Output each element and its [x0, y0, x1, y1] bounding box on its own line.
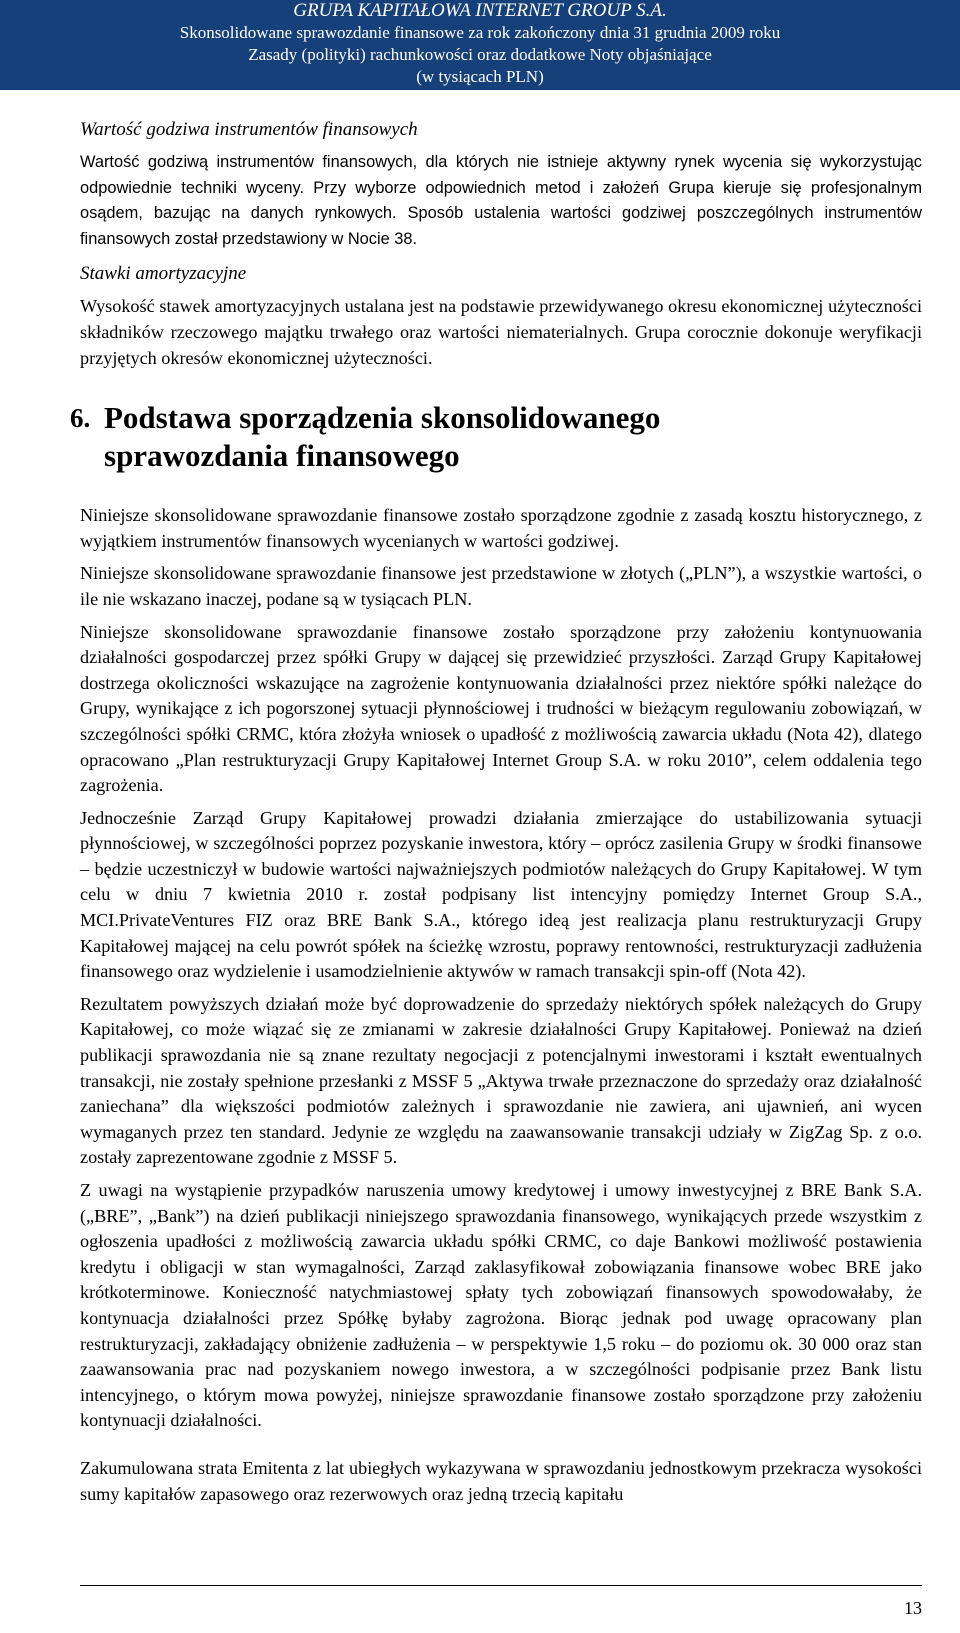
section-title: Podstawa sporządzenia skonsolidowanego sprawozdania finansowego [104, 400, 661, 474]
page-content [70, 118, 922, 1514]
header-unit: (w tysiącach PLN) [416, 67, 544, 86]
fair-value-text: Wartość godziwą instrumentów finansowych, dla których nie istnieje aktywny rynek wycenia się wykorzystując odpowiednie techniki wyceny. Przy wyborze odpowiednich metod i założeń Grupa kieruje się profesjonalnym osądem, bazując na danych rynkowych. Sposób ustalenia wartości godziwej poszczególnych instrumentów finansowych został przedstawiony w Nocie 38. [80, 153, 922, 248]
depreciation-heading: Stawki amortyzacyjne [80, 263, 247, 285]
section-body [80, 503, 922, 1507]
fair-value-heading: Wartość godziwa instrumentów finansowych [80, 119, 418, 140]
paragraph: Z uwagi na wystąpienie przypadków naruszenia umowy kredytowej i umowy inwestycyjnej z BRE Bank S.A. („BRE”, „Bank”) na dzień publikacji niniejszego sprawozdania finansowego, wynikających przede wszystkim z ogłoszenia upadłości z możliwością zawarcia układu spółki CRMC, co daje Bankowi możliwość postawienia kredytu i obligacji w stan wymagalności, Zarząd zaklasyfikował zobowiązania finansowe wobec BRE jako krótkoterminowe. Konieczność natychmiastowej spłaty tych zobowiązań finansowych spowodowałaby, że kontynuacja działalności przez Spółkę byłaby zagrożona. Biorąc jednak pod uwagę opracowany plan restrukturyzacji, zakładający obniżenie zadłużenia – w perspektywie 1,5 roku – do poziomu ok. 30 000 oraz stan zaawansowania prac nad pozyskaniem nowego inwestora, a w szczególności podpisanie przez Bank listu intencyjnego, o którym mowa powyżej, niniejsze sprawozdanie finansowe zostało sporządzone przy założeniu kontynuacji działalności. [80, 1180, 922, 1431]
section-number: 6. [70, 403, 91, 434]
paragraph: Rezultatem powyższych działań może być doprowadzenie do sprzedaży niektórych spółek należących do Grupy Kapitałowej, co może wiązać się ze zmianami w zakresie działalności Grupy Kapitałowej. Ponieważ na dzień publikacji sprawozdania nie są znane rezultaty negocjacji z potencjalnymi inwestorami i kształt ewentualnych transakcji, nie zostały spełnione przesłanki z MSSF 5 „Aktywa trwałe przeznaczone do sprzedaży oraz działalność zaniechana” dla większości podmiotów zależnych i sprawozdanie nie zawiera, ani ujawnień, ani wycen wymaganych przez ten standard. Jedynie ze względu na zaawansowanie transakcji udziały w ZigZag Sp. z o.o. zostały zaprezentowane zgodnie z MSSF 5. [80, 993, 922, 1168]
header-company: GRUPA KAPITAŁOWA INTERNET GROUP S.A. [293, 0, 667, 21]
header-section: Zasady (polityki) rachunkowości oraz dodatkowe Noty objaśniające [248, 45, 712, 64]
depreciation-text: Wysokość stawek amortyzacyjnych ustalana jest na podstawie przewidywanego okresu ekonomicznej użyteczności składników rzeczowego majątku trwałego oraz wartości niematerialnych. Grupa corocznie dokonuje weryfikacji przyjętych okresów ekonomicznej użyteczności. [80, 296, 922, 368]
footer-divider [80, 1585, 922, 1586]
page-header [0, 0, 960, 90]
paragraph: Niniejsze skonsolidowane sprawozdanie finansowe zostało sporządzone przy założeniu kontynuowania działalności gospodarczej przez spółki Grupy w dającej się przewidzieć przyszłości. Zarząd Grupy Kapitałowej dostrzega okoliczności wskazujące na zagrożenie kontynuowania działalności przez niektóre spółki należące do Grupy, wynikające z ich pogorszonej sytuacji płynnościowej i trudności w bieżącym regulowaniu zobowiązań, w szczególności spółki CRMC, która złożyła wniosek o upadłość z możliwością zawarcia układu (Nota 42), dlatego opracowano „Plan restrukturyzacji Grupy Kapitałowej Internet Group S.A. w roku 2010”, celem oddalenia tego zagrożenia. [80, 621, 922, 796]
paragraph: Niniejsze skonsolidowane sprawozdanie finansowe zostało sporządzone zgodnie z zasadą kosztu historycznego, z wyjątkiem instrumentów finansowych wycenianych w wartości godziwej. [80, 505, 922, 551]
paragraph: Zakumulowana strata Emitenta z lat ubiegłych wykazywana w sprawozdaniu jednostkowym przekracza wysokości sumy kapitałów zapasowego oraz rezerwowych oraz jedną trzecią kapitału [80, 1457, 922, 1504]
paragraph: Jednocześnie Zarząd Grupy Kapitałowej prowadzi działania zmierzające do ustabilizowania sytuacji płynnościowej, w szczególności poprzez pozyskanie inwestora, który – oprócz zasilenia Grupy w środki finansowe – będzie uczestniczył w budowie wartości najważniejszych podmiotów należących do Grupy Kapitałowej. W tym celu w dniu 7 kwietnia 2010 r. został podpisany list intencyjny pomiędzy Internet Group S.A., MCI.PrivateVentures FIZ oraz BRE Bank S.A., którego ideą jest realizacja planu restrukturyzacji Grupy Kapitałowej mającej na celu powrót spółek na ścieżkę wzrostu, poprawy rentowności, restrukturyzacji zadłużenia finansowego oraz wydzielenie i usamodzielnienie aktywów w ramach transakcji spin-off (Nota 42). [80, 807, 922, 982]
section-heading [70, 399, 922, 475]
header-report-title: Skonsolidowane sprawozdanie finansowe za rok zakończony dnia 31 grudnia 2009 roku [179, 23, 781, 42]
page-number: 13 [904, 1598, 922, 1618]
paragraph: Niniejsze skonsolidowane sprawozdanie finansowe jest przedstawione w złotych („PLN”), a wszystkie wartości, o ile nie wskazano inaczej, podane są w tysiącach PLN. [80, 563, 922, 609]
